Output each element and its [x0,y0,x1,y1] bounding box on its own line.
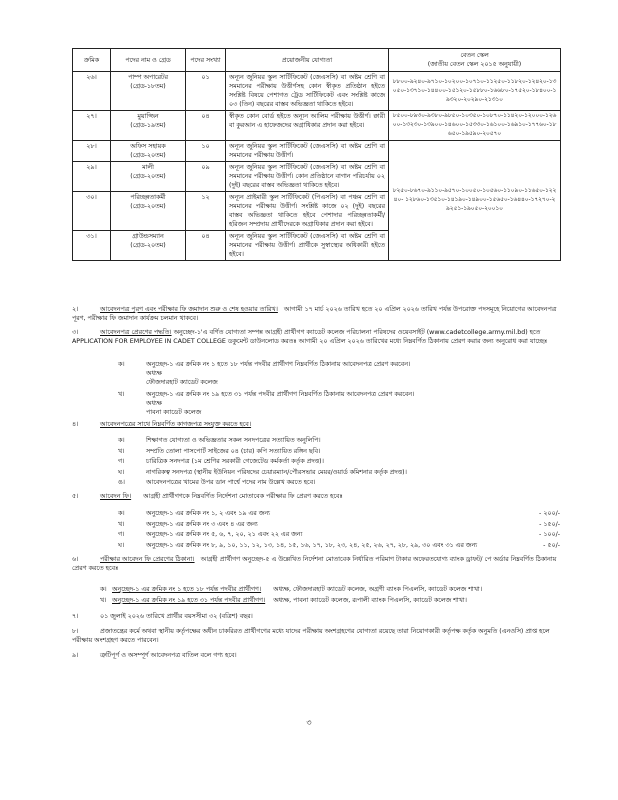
section-title: আবেদনপত্রের সাথে নিম্নবর্ণিত কাগজপত্র সংযুক্ত করতে হবে। [100,421,252,428]
item-label: গ। [118,531,125,538]
count: ০১ [186,72,226,111]
section-number: ৮। [72,628,79,635]
list-item [118,436,558,447]
grade: (গ্রেড-২০তম) [130,203,166,210]
item-text: অনুচ্ছেদ-১ এর ক্রমিক নং ১ হতে ১৮ পর্যন্ত পদবীর প্রার্থীগণ নিম্নবর্ণিত ঠিকানায় আবেদনপত্র প্রেরণ করবেন। [146,361,411,368]
section-text: অনুচ্ছেদ-১'এ বর্ণিত যোগ্যতা সম্পন্ন আগ্রহী প্রার্থীগণ ক্যাডেট কলেজ পরিচালনা পরিষদের ওয়েবসাইট (www.cadetcollege.army.mil.bd) হতে APPLICATION FOR EMPLOYEE IN CADET COLLEGE ডকুমেন্ট ডাউনলোড করতঃ আগামী ২০ এপ্রিল ২০২৬ তারিখের মধ্যে নিম্নবর্ণিত ঠিকানায় প্রেরণ করার জন্য অনুরোধ করা যাচ্ছেঃ [72,329,548,345]
item-text: অনুচ্ছেদ-১ এর ক্রমিক নং ৫, ৬, ৭, ২০, ২১ এবং ২২ এর জন্য [146,531,303,538]
section-number: ৯। [72,652,79,659]
fee-item [118,541,560,552]
item-text: নাগরিকত্ব সনদপত্র (স্থানীয় ইউনিয়ন পরিষদের চেয়ারম্যান/পৌরসভার মেয়র/ওয়ার্ড কমিশনার কর্তৃক প্রদত্ত)। [146,468,407,476]
list-item [118,457,558,468]
address-line: ফৌজদারহাট ক্যাডেট কলেজ [146,379,218,386]
section-number: ২। [72,306,79,313]
list-item [118,468,558,479]
page-number: ৩ [306,718,312,727]
name: মুয়াজ্জিন [137,113,159,120]
item-text: অনুচ্ছেদ-১ এর ক্রমিক নং ১ হতে ১৮ পর্যন্ত পদবীর প্রার্থীগণ। [112,586,262,593]
section-number: ৫। [72,493,79,500]
item-text: চারিত্রিক সনদপত্র (১ম শ্রেণির সরকারী গেজেটেড কর্মকর্তা কর্তৃক প্রদত্ত)। [146,458,324,465]
serial: ২৯। [73,162,111,192]
address-line: পাবনা ক্যাডেট কলেজ [146,409,202,416]
section-number: ৭। [72,613,79,620]
name: গ্রাউন্ডসম্যান [132,233,164,240]
serial: ২৭। [73,111,111,141]
section-2 [72,305,560,323]
list-item [118,478,558,489]
section-title: আবেদন ফি। [100,493,132,500]
item-label: খ। [118,520,125,528]
item-text: অনুচ্ছেদ-১ এর ক্রমিক নং ৮, ৯, ১০, ১১, ১২, ১৩, ১৪, ১৫, ১৬, ১৭, ১৮, ২৩, ২৪, ২৫, ২৬, ২৭, ২৮, ২৯, ৩০ এবং ৩১ এর জন্য [146,541,478,549]
pay-scale: ৮৮০০-৯২৪০-৯৭১০-১০২০০-১০৭১০-১১২৫০-১১৮২০-১২৪২০-১৩০৫০-১৩৭১০-১৪৪০০-১৫১২০-১৫৮৮০-১৬৬৮০-১৭৫২০-১৮৪০০-১৯৩২০-২০২৯০-২১৩১০ [389,72,561,111]
col-name: পদের নাম ও গ্রেড [111,49,186,72]
list-item [100,595,560,606]
item-text: আবেদনপত্রের খামের উপর ডান পার্শ্বে পদের নাম উল্লেখ করতে হবে। [146,479,316,486]
table-row [73,141,561,162]
section-text: ০১ জুলাই ২০২৬ তারিখে প্রার্থীর বয়সসীমা ৩২ (বত্রিশ) বছর। [100,613,253,620]
section-text: প্রজাতন্ত্রের কর্মে অথবা স্থানীয় কর্তৃপক্ষের অধীন চাকরিরত প্রার্থীগণের মধ্যে যাদের পরীক্ষায় অংশগ্রহণের যোগ্যতা রয়েছে তারা নিয়োগকারী কর্তৃপক্ষ কর্তৃক অনুমতি (এনওসি) প্রাপ্ত হলে পরীক্ষায় অংশগ্রহণ করতে পারবেন। [72,628,550,644]
item-address: অধ্যক্ষ, পাবনা ক্যাডেট কলেজ, রূপালী ব্যাংক পিএলসি, ক্যাডেট কলেজ শাখা। [273,597,467,604]
qualification: অন্যূন জুনিয়র স্কুল সার্টিফিকেট (জেএসসি) বা অষ্টম শ্রেণি বা সমমানের পরীক্ষায় উত্তীর্ণসহ কোন স্বীকৃত প্রতিষ্ঠান হইতে সংশ্লিষ্ট বিষয়ে পেশাগত ট্রেড সার্টিফিকেট এবং সংশ্লিষ্ট কাজে ০৩ (তিন) বছরের বাস্তব অভিজ্ঞতা থাকিতে হইবে। [226,72,389,111]
count: ০৪ [186,111,226,141]
qualification: অন্যূন প্রাইমারী স্কুল সার্টিফিকেট (পিএসসি) বা পঞ্চম শ্রেণি বা সমমানের পরীক্ষায় উত্তীর্ণ। সংশ্লিষ্ট কাজে ০২ (দুই) বছরের বাস্তব অভিজ্ঞতা থাকিতে হইবে পেশাদার পরিচ্ছন্নতাকর্মী/ হরিজন সম্প্রদায় প্রার্থীদেরকে অগ্রাধিকার প্রদান করা হইবে। [226,192,389,231]
item-label: খ। [100,597,107,604]
count: ১২ [186,192,226,231]
grade: (গ্রেড-২০তম) [130,173,166,180]
section-7 [72,612,560,621]
item-text: অনুচ্ছেদ-১ এর ক্রমিক নং ১৯ হতে ৩১ পর্যন্ত পদবীর প্রার্থীগণ। [112,597,266,604]
section-title: আবেদনপত্র প্রেরণের পদ্ধতি। [100,329,172,336]
pay-scale-grade20: ৮২৫০-৮৬৭০-৯১১০-৯৫৭০-১০০৫০-১০৫৬০-১১০৯০-১১৬৫০-১২২৪০- ১২৮৬০-১৩৫১০-১৪১৯০-১৪৯০০-১৫৬৫০-১৬৪৪০-১৭২৭০-২৯২৫১-১৯০৫০-২০০১০ [389,141,561,261]
fee-amount: - ১০০/- [539,531,560,538]
section-number: ৬। [72,556,79,563]
grade: (গ্রেড-১৯তম) [130,122,166,129]
name: পরিচ্ছন্নতাকর্মী [130,194,166,201]
item-label: ক। [118,510,125,517]
fee-amount: - ১৫০/- [539,520,560,528]
section-3 [72,328,560,346]
list-item [118,447,558,458]
item-label: খ। [118,447,125,455]
item-label: ক। [100,586,107,593]
send-item [118,390,558,417]
item-label: ক। [118,437,125,444]
fee-item [118,509,560,520]
item-label: ঘ। [118,541,125,549]
item-label: ক। [118,361,125,368]
item-label: ঙ। [118,479,125,486]
section-8 [72,627,560,645]
pay-scale: ৮৫০০-৮৯৩০-৯৩৮০-৯৮৫০-১০৩৫০-১০৮৭০-১১৪২০-১২০০০-১২৬০০-১৩২৩০-১৩৯০০-১৪৬০০-১৫৩৩০-১৬১০০-১৬৯১০-১৭৭৬০-১৮৬৫০-১৯৫৯০-২০৫৭০ [389,111,561,141]
fee-item [118,520,560,531]
address-line: অধ্যক্ষ [146,370,162,377]
post-name [111,141,186,162]
name: মালী [142,164,154,171]
fee-amount: - ২০০/- [539,510,560,517]
fee-item [118,530,560,541]
section-text: আগ্রহী প্রার্থীগণকে নিম্নবর্ণিত নির্দেশনা মোতাবেক পরীক্ষার ফি প্রেরণ করতে হবেঃ [143,493,343,500]
item-label: খ। [118,391,125,398]
serial: ৩১। [73,231,111,261]
section-6 [72,555,560,573]
section-text: ত্রুটিপূর্ণ ও অসম্পূর্ণ আবেদনপত্র বাতিল বলে গণ্য হবে। [100,652,237,659]
post-name [111,231,186,261]
table-row [73,72,561,111]
section-number: ৩। [72,329,79,336]
documents-list [118,436,558,489]
count: ০৪ [186,231,226,261]
col-qualification: প্রয়োজনীয় যোগ্যতা [226,49,389,72]
section-number: ৪। [72,421,79,428]
qualification: অন্যূন জুনিয়র স্কুল সার্টিফিকেট (জেএসসি) বা অষ্টম শ্রেণি বা সমমানের পরীক্ষায় উত্তীর্ণ। কোন প্রতিষ্ঠানে বাগান পরিচর্যায় ০২ (দুই) বছরের বাস্তব অভিজ্ঞতা থাকিতে হইবে। [226,162,389,192]
section-5 [72,492,560,501]
name: অফিস সহায়ক [130,143,166,150]
item-text: শিক্ষাগত যোগ্যতা ও অভিজ্ঞতার সকল সনদপত্রের সত্যায়িত অনুলিপি। [146,437,321,444]
post-name [111,162,186,192]
post-name [111,111,186,141]
item-address: অধ্যক্ষ, ফৌজদারহাট ক্যাডেট কলেজ, অগ্রণী ব্যাংক পিএলসি, ক্যাডেট কলেজ শাখা। [273,586,482,593]
fee-amount: - ৫০/- [543,541,560,549]
pay-header: বেতন স্কেল [460,52,489,59]
serial: ২৬। [73,72,111,111]
table-row [73,111,561,141]
item-text: অনুচ্ছেদ-১ এর ক্রমিক নং ৩ এবং ৪ এর জন্য [146,520,258,528]
name: পাম্প অপারেটর [128,74,168,81]
grade: (গ্রেড-২০তম) [130,242,166,249]
grade: (গ্রেড-২০তম) [130,152,166,159]
item-label: ঘ। [118,468,125,476]
qualification: অন্যূন জুনিয়র স্কুল সার্টিফিকেট (জেএসসি) বা অষ্টম শ্রেণি বা সমমানের পরীক্ষায় উত্তীর্ণ। [226,141,389,162]
fee-address-list [100,584,560,606]
post-name [111,72,186,111]
item-label: গ। [118,458,125,465]
count: ০৯ [186,162,226,192]
qualification: স্বীকৃত কোন বোর্ড হইতে অন্যূন আলিম পরীক্ষায় উত্তীর্ণ। ক্বারী বা কুরআন এ হাফেজদের অগ্রাধিকার প্রদান করা হইবে। [226,111,389,141]
section-4 [72,420,560,429]
col-serial: ক্রমিক [73,49,111,72]
section-9 [72,651,560,660]
pay-subheader: (জাতীয় বেতন স্কেল ২০১৫ অনুযায়ী) [427,61,522,68]
address-line: অধ্যক্ষ [146,400,162,407]
qualification: অন্যূন জুনিয়র স্কুল সার্টিফিকেট (জেএসসি) বা অষ্টম শ্রেণি বা সমমানের পরীক্ষায় উত্তীর্ণ। প্রার্থীকে সুস্বাস্থ্যের অধিকারী হইতে হইবে। [226,231,389,261]
section-text: আগ্রহী প্রার্থীগণ অনুচ্ছেদ-৫ এ উল্লেখিত নির্দেশনা মোতাবেক নির্ধারিত পরিমাণ টাকার অফেরতযোগ্য ব্যাংক ড্রাফট/ পে অর্ডার নিম্নবর্ণিত ঠিকানায় প্রেরণ করতে হবেঃ [72,556,557,572]
serial: ২৮। [73,141,111,162]
send-item [118,360,558,387]
item-text: সম্প্রতি তোলা পাসপোর্ট সাইজের ০৪ (চার) কপি সত্যায়িত রঙ্গিন ছবি। [146,447,321,455]
section-text: আগামী ১৭ মার্চ ২০২৬ তারিখ হতে ২০ এপ্রিল ২০২৬ তারিখ পর্যন্ত উপরোক্ত পদসমূহে নিয়োগের আবেদনপত্র পূরণ, পরীক্ষার ফি জমাদান কার্যক্রম চলমান থাকবে। [72,306,557,322]
list-item [100,584,560,595]
section-title: পরীক্ষার আবেদন ফি প্রেরণের ঠিকানা। [100,556,195,563]
count: ১০ [186,141,226,162]
section-title: আবেদনপত্র পূরণ এবং পরীক্ষার ফি জমাদান শুরু ও শেষ হওয়ার তারিখ। [100,306,278,313]
col-pay [389,49,561,72]
col-count: পদের সংখ্যা [186,49,226,72]
post-name [111,192,186,231]
fee-list [118,509,560,551]
serial: ৩০। [73,192,111,231]
item-text: অনুচ্ছেদ-১ এর ক্রমিক নং ১৯ হতে ৩১ পর্যন্ত পদবীর প্রার্থীগণ নিম্নবর্ণিত ঠিকানায় আবেদনপত্র প্রেরণ করবেন। [146,391,415,398]
table-header [73,49,561,72]
item-text: অনুচ্ছেদ-১ এর ক্রমিক নং ১, ২ এবং ১৯ এর জন্য [146,510,270,517]
posts-table [72,48,561,261]
grade: (গ্রেড-১৮তম) [130,83,166,90]
